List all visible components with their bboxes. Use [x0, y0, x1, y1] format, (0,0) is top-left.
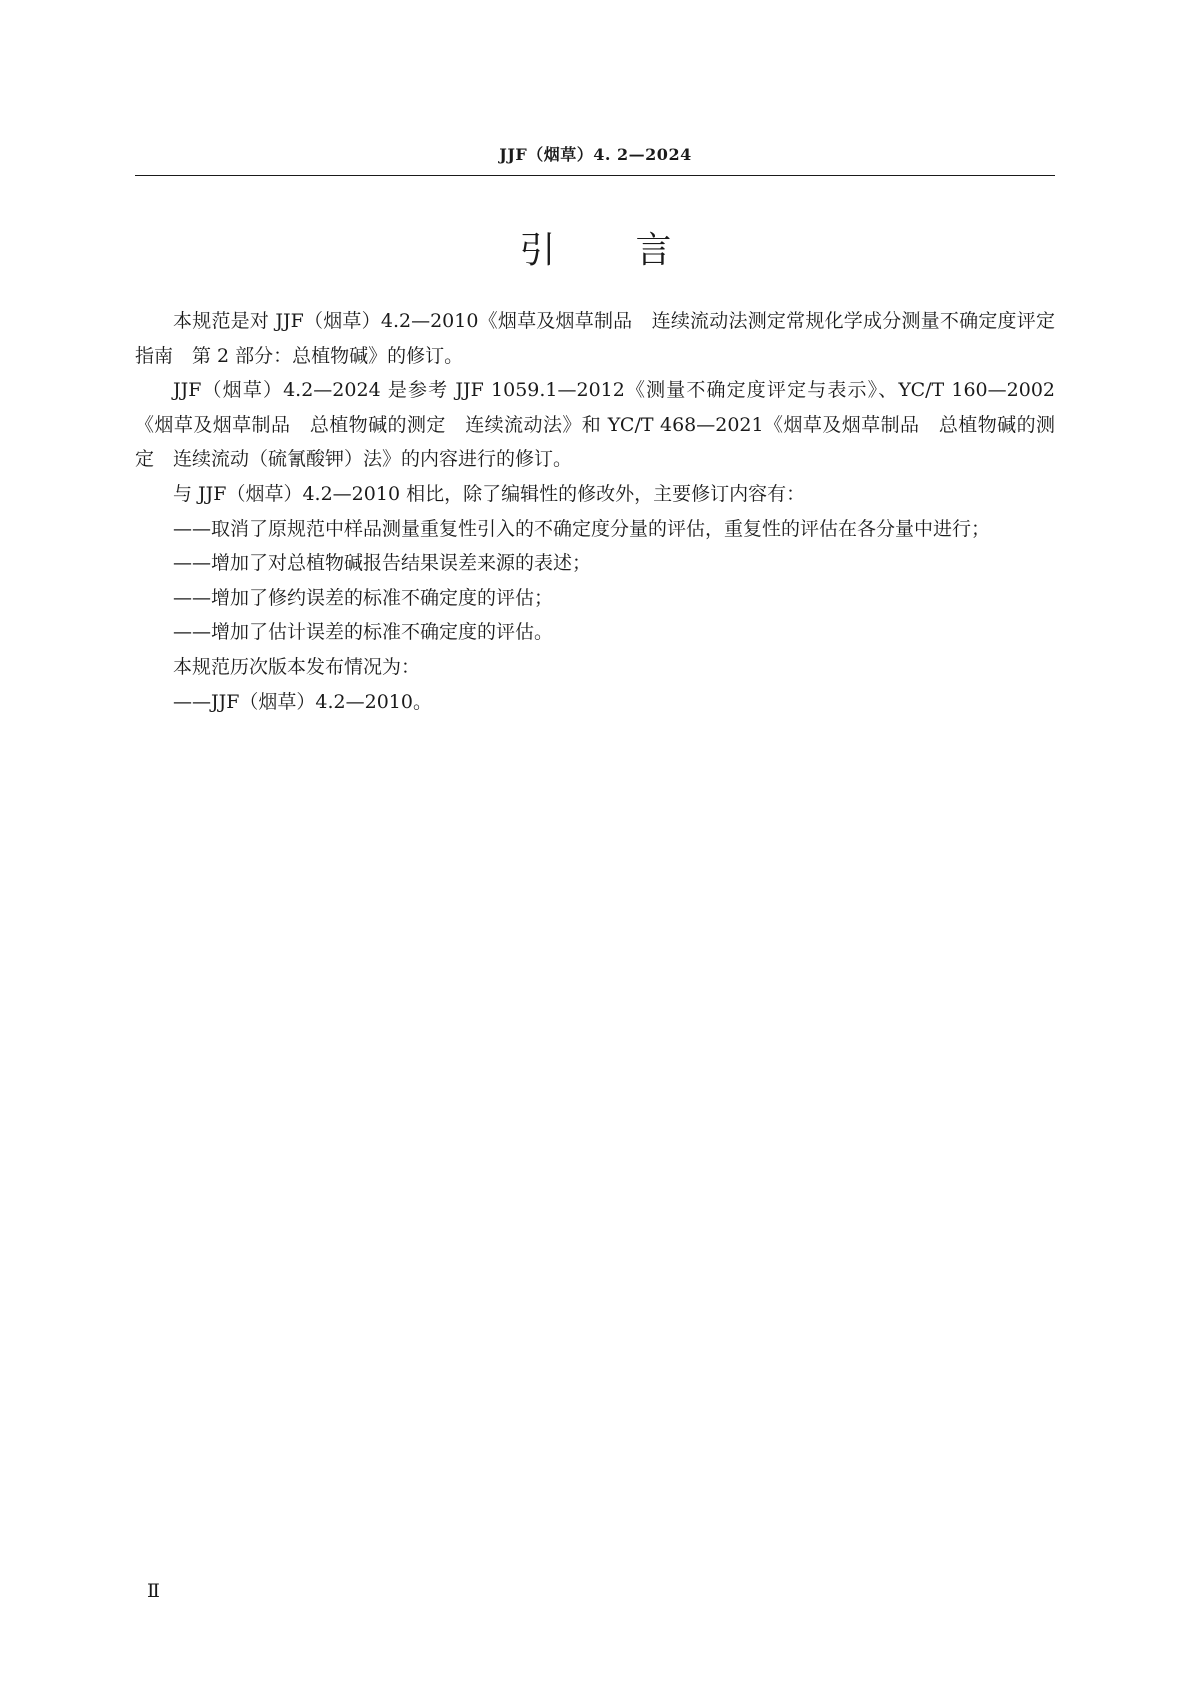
- list-item: ——增加了估计误差的标准不确定度的评估。: [173, 621, 554, 644]
- paragraph: 本规范历次版本发布情况为：: [173, 655, 421, 678]
- paragraph: 与 JJF（烟草）4.2—2010 相比，除了编辑性的修改外，主要修订内容有：: [173, 482, 806, 505]
- paragraph: JJF（烟草）4.2—2024 是参考 JJF 1059.1—2012《测量不确定度评定与表示》、YC/T 160—2002《烟草及烟草制品 总植物碱的测定 连续流动法》和 YC/T 468—2021《烟草及烟草制品 总植物碱的测定 连续流动（硫氰酸钾）法》的内容进行的修订。: [135, 379, 1055, 471]
- page-title-char-1: 引: [519, 230, 556, 271]
- header-divider: [135, 175, 1055, 176]
- page-title: [0, 222, 1191, 273]
- introduction-body: [135, 304, 1055, 719]
- list-item: ——增加了修约误差的标准不确定度的评估；: [173, 586, 554, 609]
- paragraph: 本规范是对 JJF（烟草）4.2—2010《烟草及烟草制品 连续流动法测定常规化学成分测量不确定度评定指南 第 2 部分：总植物碱》的修订。: [135, 310, 1055, 367]
- list-item: ——取消了原规范中样品测量重复性引入的不确定度分量的评估，重复性的评估在各分量中进行；: [173, 517, 991, 540]
- page-title-char-2: 言: [635, 230, 672, 271]
- list-item: ——JJF（烟草）4.2—2010。: [173, 690, 432, 713]
- standard-code-header: JJF（烟草）4. 2—2024: [499, 145, 692, 164]
- page-number: Ⅱ: [147, 1580, 160, 1602]
- list-item: ——增加了对总植物碱报告结果误差来源的表述；: [173, 552, 592, 575]
